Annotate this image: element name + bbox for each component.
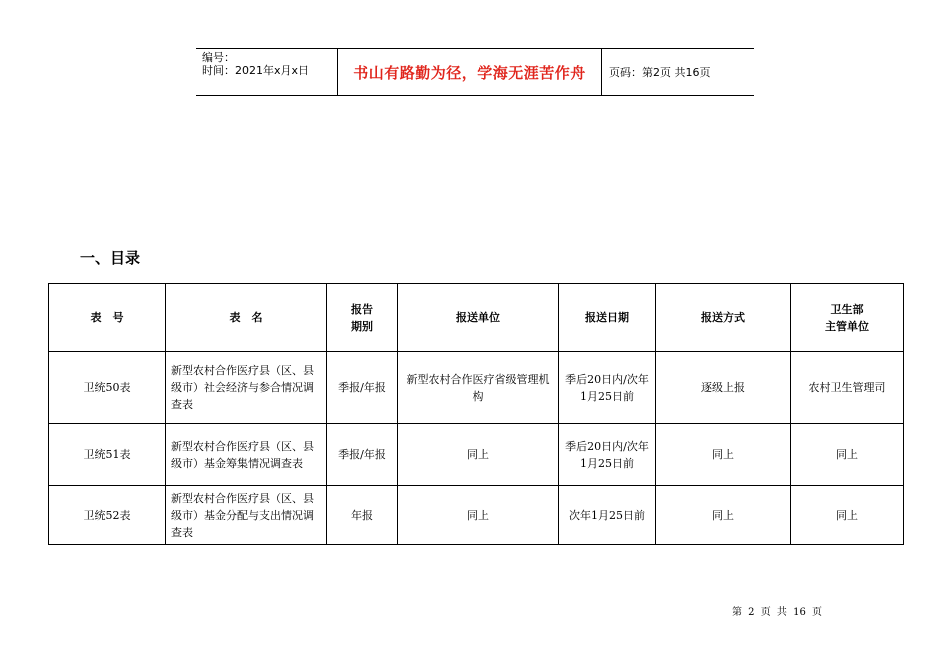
cell-name: 新型农村合作医疗县（区、县级市）基金筹集情况调查表 [166,424,327,486]
header-meta [196,49,338,95]
page-header [196,48,754,96]
section-title: 一、目录 [80,249,141,267]
column-header-code: 表 号 [49,284,166,352]
catalog-table [48,283,904,545]
cell-unit: 同上 [398,424,559,486]
cell-name: 新型农村合作医疗县（区、县级市）基金分配与支出情况调查表 [166,486,327,545]
header-page-cell [602,49,754,95]
cell-period: 年报 [327,486,398,545]
header-page-label: 页码：第2页 共16页 [609,66,711,79]
header-motto: 书山有路勤为径，学海无涯苦作舟 [353,63,586,82]
column-header-date: 报送日期 [559,284,656,352]
cell-unit: 同上 [398,486,559,545]
document-time-label: 时间：2021年x月x日 [202,64,310,77]
cell-dept: 同上 [791,486,904,545]
document-number-label: 编号： [202,51,235,64]
cell-period: 季报/年报 [327,424,398,486]
table-row [49,352,904,424]
column-header-unit: 报送单位 [398,284,559,352]
cell-date: 季后20日内/次年1月25日前 [559,424,656,486]
cell-period: 季报/年报 [327,352,398,424]
cell-method: 同上 [656,424,791,486]
header-motto-cell [338,49,602,95]
column-header-dept: 卫生部 主管单位 [791,284,904,352]
cell-code: 卫统50表 [49,352,166,424]
cell-dept: 同上 [791,424,904,486]
cell-method: 同上 [656,486,791,545]
table-header-row [49,284,904,352]
cell-dept: 农村卫生管理司 [791,352,904,424]
page-footer: 第 2 页 共 16 页 [732,607,822,618]
cell-method: 逐级上报 [656,352,791,424]
cell-date: 次年1月25日前 [559,486,656,545]
table-row [49,424,904,486]
cell-date: 季后20日内/次年1月25日前 [559,352,656,424]
cell-name: 新型农村合作医疗县（区、县级市）社会经济与参合情况调查表 [166,352,327,424]
table-row [49,486,904,545]
cell-code: 卫统51表 [49,424,166,486]
cell-code: 卫统52表 [49,486,166,545]
column-header-name: 表 名 [166,284,327,352]
column-header-method: 报送方式 [656,284,791,352]
column-header-period: 报告 期别 [327,284,398,352]
cell-unit: 新型农村合作医疗省级管理机构 [398,352,559,424]
